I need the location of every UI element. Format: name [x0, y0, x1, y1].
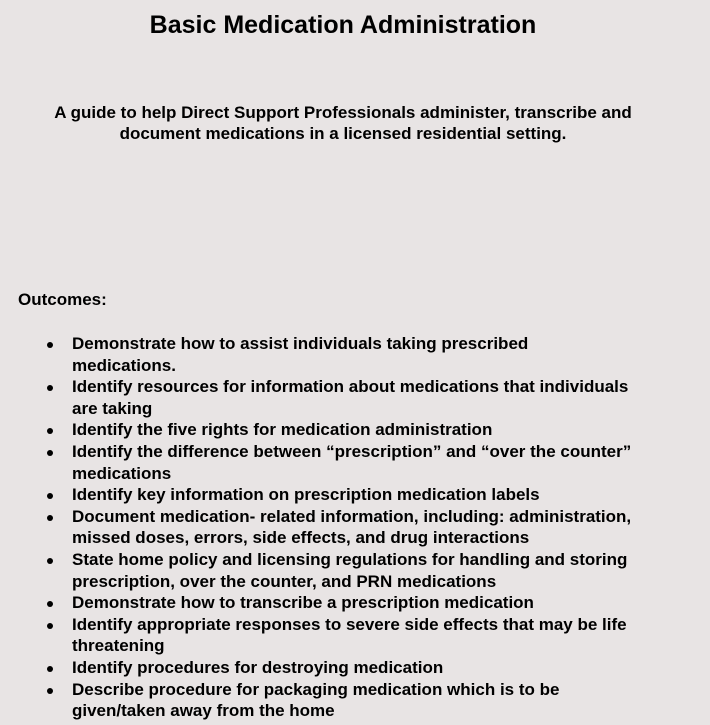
bullet-icon	[47, 666, 53, 672]
outcome-item	[0, 484, 690, 506]
bullet-icon	[47, 342, 53, 348]
bullet-icon	[47, 601, 53, 607]
bullet-icon	[47, 450, 53, 456]
bullet-icon	[47, 493, 53, 499]
bullet-icon	[47, 623, 53, 629]
outcome-line-1: Identify appropriate responses to severe side effects that may be life	[72, 614, 627, 634]
document-subtitle	[18, 102, 668, 144]
outcome-item	[0, 376, 690, 419]
bullet-icon	[47, 688, 53, 694]
outcome-line-1: Identify the five rights for medication administration	[72, 420, 493, 440]
outcome-item	[0, 419, 690, 441]
subtitle-line-1: A guide to help Direct Support Professionals administer, transcribe and	[54, 103, 632, 122]
outcome-item	[0, 441, 690, 484]
outcome-item	[0, 679, 690, 722]
bullet-icon	[47, 558, 53, 564]
outcome-line-2: prescription, over the counter, and PRN medications	[72, 571, 497, 591]
outcome-line-2: missed doses, errors, side effects, and drug interactions	[72, 528, 530, 548]
outcome-line-2: are taking	[72, 398, 153, 418]
outcome-line-1: Identify the difference between “prescription” and “over the counter”	[72, 441, 632, 461]
document-title: Basic Medication Administration	[149, 11, 537, 39]
outcome-line-2: given/taken away from the home	[72, 701, 335, 721]
outcome-line-2: medications	[72, 463, 172, 483]
outcome-item	[0, 592, 690, 614]
outcome-line-1: Identify procedures for destroying medication	[72, 657, 444, 677]
bullet-icon	[47, 515, 53, 521]
outcome-line-1: Demonstrate how to assist individuals taking prescribed	[72, 334, 529, 353]
bullet-icon	[47, 428, 53, 434]
outcome-line-2: threatening	[72, 636, 165, 656]
bullet-icon	[47, 385, 53, 391]
outcome-item	[0, 614, 690, 657]
outcome-item	[0, 657, 690, 679]
outcome-item	[0, 333, 690, 376]
outcome-line-1: Identify key information on prescription medication labels	[72, 485, 540, 505]
subtitle-line-2: document medications in a licensed residential setting.	[119, 124, 567, 143]
outcome-line-1: Identify resources for information about medications that individuals	[72, 377, 629, 397]
outcome-line-2: medications.	[72, 355, 176, 375]
outcome-line-1: Document medication- related information, including: administration,	[72, 506, 632, 526]
outcome-line-1: Describe procedure for packaging medication which is to be	[72, 679, 560, 699]
outcomes-heading: Outcomes:	[18, 290, 107, 309]
outcome-line-1: Demonstrate how to transcribe a prescription medication	[72, 593, 534, 613]
outcome-line-1: State home policy and licensing regulations for handling and storing	[72, 549, 628, 569]
outcome-item	[0, 506, 690, 549]
outcomes-list	[0, 333, 690, 722]
outcome-item	[0, 549, 690, 592]
